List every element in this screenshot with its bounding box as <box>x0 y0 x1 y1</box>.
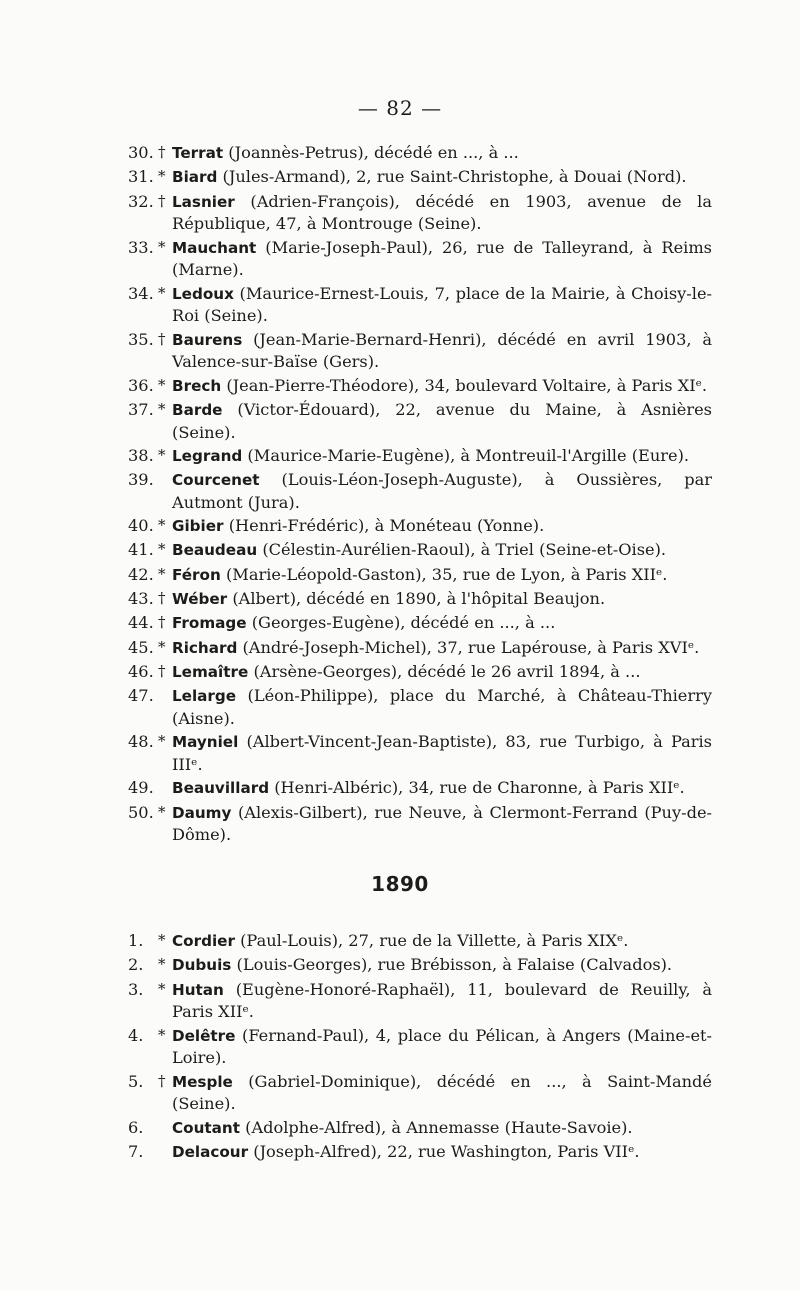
entry-number: 43. <box>128 589 154 609</box>
entry-name: Beaudeau <box>172 541 258 560</box>
entry-details: (Louis-Léon-Joseph-Auguste), à Oussières, par Autmont (Jura). <box>172 470 712 512</box>
entry-row <box>128 1117 712 1140</box>
entry-name: Barde <box>172 400 223 419</box>
entry-body <box>172 166 712 189</box>
entry-name: Baurens <box>172 330 243 349</box>
entry-number: 35. <box>128 329 154 349</box>
entry-body <box>172 469 712 513</box>
entry-row <box>128 731 712 775</box>
entry-row <box>128 283 712 327</box>
entry-row <box>128 539 712 562</box>
entry-row <box>128 637 712 660</box>
entry-body <box>172 237 712 281</box>
entry-name: Lasnier <box>172 192 235 211</box>
entry-mark: * <box>158 516 166 535</box>
entry-mark: * <box>158 564 166 583</box>
entry-details: (Jules-Armand), 2, rue Saint-Christophe, à Douai (Nord). <box>217 167 687 187</box>
entry-mark: * <box>158 445 166 464</box>
section-year-heading: 1890 <box>371 872 429 896</box>
entry-row <box>128 661 712 684</box>
entry-body <box>172 1025 712 1069</box>
entry-name: Ledoux <box>172 284 234 303</box>
entry-mark <box>158 685 172 729</box>
page-number: — 82 — <box>357 96 443 120</box>
entry-name: Gibier <box>172 517 224 536</box>
entry-details: (Joseph-Alfred), 22, rue Washington, Paris VIIᵉ. <box>248 1141 640 1161</box>
entry-details: (Alexis-Gilbert), rue Neuve, à Clermont-Ferrand (Puy-de-Dôme). <box>172 802 712 845</box>
entry-details: (Fernand-Paul), 4, place du Pélican, à Angers (Maine-et-Loire). <box>172 1025 712 1068</box>
entry-details: (Albert), décédé en 1890, à l'hôpital Beaujon. <box>227 589 606 609</box>
entry-mark: * <box>158 540 166 559</box>
entries-list-a <box>128 142 712 848</box>
entries-list-b <box>128 930 712 1165</box>
entry-number: 5. <box>128 1071 144 1091</box>
entry-body <box>172 142 712 165</box>
entry-name: Cordier <box>172 932 235 950</box>
entry-mark: † <box>158 661 166 680</box>
entry-number: 41. <box>128 540 154 560</box>
entry-row <box>128 954 712 977</box>
entry-details: (Paul-Louis), 27, rue de la Villette, à Paris XIXᵉ. <box>234 931 629 950</box>
entry-body <box>172 564 712 587</box>
entry-row <box>128 777 712 800</box>
entry-number: 49. <box>128 778 154 798</box>
entry-row <box>128 469 712 513</box>
entry-details: (Marie-Léopold-Gaston), 35, rue de Lyon, à Paris XIIᵉ. <box>220 564 668 584</box>
entry-body <box>172 930 712 953</box>
entry-mark: * <box>158 1025 166 1044</box>
entry-mark: * <box>158 399 166 418</box>
entry-number: 39. <box>128 470 154 490</box>
entry-mark: * <box>158 375 166 394</box>
entry-details: (André-Joseph-Michel), 37, rue Lapérouse, à Paris XVIᵉ. <box>237 637 700 657</box>
entry-number: 47. <box>128 686 154 706</box>
entry-mark <box>158 777 172 800</box>
entry-name: Wéber <box>172 590 228 609</box>
entry-mark: * <box>158 167 166 186</box>
entry-row <box>128 329 712 373</box>
entry-name: Mesple <box>172 1072 233 1091</box>
entry-row <box>128 588 712 611</box>
entry-row <box>128 1025 712 1069</box>
entry-mark <box>158 1141 172 1164</box>
entry-details: (Eugène-Honoré-Raphaël), 11, boulevard de Reuilly, à Paris XIIᵉ. <box>172 979 712 1022</box>
entry-details: (Joannès-Petrus), décédé en ..., à ... <box>223 143 519 162</box>
entry-body <box>172 731 712 775</box>
entry-body <box>172 1141 712 1164</box>
entry-name: Delêtre <box>172 1026 236 1045</box>
entry-number: 31. <box>128 167 154 187</box>
entry-name: Lemaître <box>172 662 249 681</box>
entry-body <box>172 637 712 660</box>
entry-mark: † <box>158 329 166 348</box>
entry-name: Beauvillard <box>172 779 270 798</box>
entry-mark <box>158 469 172 513</box>
entry-body <box>172 802 712 846</box>
entry-body <box>172 1071 712 1115</box>
entry-row <box>128 802 712 846</box>
entry-body <box>172 954 712 977</box>
entry-body <box>172 777 712 800</box>
entry-name: Mayniel <box>172 733 239 752</box>
entry-body <box>172 399 712 443</box>
entry-details: (Marie-Joseph-Paul), 26, rue de Talleyrand, à Reims (Marne). <box>172 237 712 280</box>
entry-row <box>128 930 712 953</box>
entry-mark: * <box>158 732 166 751</box>
entry-mark: † <box>158 191 166 210</box>
entry-name: Biard <box>172 168 218 187</box>
entry-body <box>172 1117 712 1140</box>
entry-row <box>128 685 712 729</box>
entry-body <box>172 612 712 635</box>
entry-name: Delacour <box>172 1142 249 1161</box>
entry-body <box>172 539 712 562</box>
entry-number: 50. <box>128 802 154 822</box>
entry-mark: * <box>158 237 166 256</box>
entry-number: 40. <box>128 516 154 536</box>
entry-number: 1. <box>128 931 144 950</box>
entry-row <box>128 612 712 635</box>
entry-mark: † <box>158 613 166 632</box>
entry-body <box>172 515 712 538</box>
entry-row <box>128 445 712 468</box>
entry-number: 2. <box>128 955 144 975</box>
entry-mark: * <box>158 931 166 949</box>
entry-row <box>128 1071 712 1115</box>
entry-mark: * <box>158 979 166 998</box>
entry-name: Richard <box>172 638 238 657</box>
entry-details: (Adolphe-Alfred), à Annemasse (Haute-Savoie). <box>239 1117 633 1137</box>
entry-details: (Arsène-Georges), décédé le 26 avril 1894, à ... <box>248 661 641 681</box>
entry-name: Brech <box>172 376 222 395</box>
entry-name: Lelarge <box>172 687 237 706</box>
entry-name: Courcenet <box>172 471 260 490</box>
entry-number: 44. <box>128 613 154 633</box>
entry-row <box>128 375 712 398</box>
entry-name: Daumy <box>172 803 232 822</box>
entry-number: 33. <box>128 237 154 257</box>
entry-details: (Léon-Philippe), place du Marché, à Château-Thierry (Aisne). <box>172 686 712 728</box>
entry-details: (Albert-Vincent-Jean-Baptiste), 83, rue Turbigo, à Paris IIIᵉ. <box>172 732 712 774</box>
entry-details: (Victor-Édouard), 22, avenue du Maine, à Asnières (Seine). <box>172 399 712 442</box>
entry-body <box>172 979 712 1023</box>
entry-mark <box>158 1117 172 1140</box>
entry-number: 34. <box>128 283 154 303</box>
entry-body <box>172 661 712 684</box>
entry-number: 42. <box>128 564 154 584</box>
entry-mark: * <box>158 802 166 821</box>
entry-row <box>128 142 712 165</box>
entry-name: Dubuis <box>172 956 232 975</box>
entry-row <box>128 399 712 443</box>
entry-body <box>172 375 712 398</box>
entry-name: Terrat <box>172 144 224 162</box>
entry-name: Hutan <box>172 980 224 999</box>
entry-details: (Maurice-Marie-Eugène), à Montreuil-l'Argille (Eure). <box>242 445 690 465</box>
entry-details: (Henri-Frédéric), à Monéteau (Yonne). <box>223 516 545 536</box>
entry-row <box>128 515 712 538</box>
entry-mark: † <box>158 1071 166 1090</box>
entry-number: 4. <box>128 1025 144 1045</box>
entry-mark: † <box>158 589 166 608</box>
entry-number: 7. <box>128 1141 144 1161</box>
entry-body <box>172 588 712 611</box>
entry-row <box>128 979 712 1023</box>
entry-mark: * <box>158 283 166 302</box>
entry-number: 38. <box>128 445 154 465</box>
entry-row <box>128 1141 712 1164</box>
entry-mark: † <box>158 143 166 161</box>
entry-number: 46. <box>128 661 154 681</box>
entry-details: (Georges-Eugène), décédé en ..., à ... <box>246 613 556 633</box>
entry-body <box>172 445 712 468</box>
entry-name: Legrand <box>172 446 243 465</box>
entry-row <box>128 166 712 189</box>
entry-mark: * <box>158 637 166 656</box>
entry-details: (Gabriel-Dominique), décédé en ..., à Saint-Mandé (Seine). <box>172 1071 712 1114</box>
entry-name: Fromage <box>172 614 247 633</box>
entry-details: (Henri-Albéric), 34, rue de Charonne, à Paris XIIᵉ. <box>269 778 685 798</box>
entry-details: (Célestin-Aurélien-Raoul), à Triel (Seine-et-Oise). <box>257 540 667 560</box>
entry-number: 48. <box>128 732 154 752</box>
entry-number: 45. <box>128 637 154 657</box>
entry-number: 30. <box>128 143 154 162</box>
entry-body <box>172 283 712 327</box>
entry-details: (Louis-Georges), rue Brébisson, à Falaise (Calvados). <box>231 955 673 975</box>
entry-details: (Jean-Pierre-Théodore), 34, boulevard Voltaire, à Paris XIᵉ. <box>221 375 708 395</box>
entry-body <box>172 329 712 373</box>
entry-row <box>128 564 712 587</box>
entry-details: (Jean-Marie-Bernard-Henri), décédé en avril 1903, à Valence-sur-Baïse (Gers). <box>172 329 712 372</box>
entry-details: (Adrien-François), décédé en 1903, avenue de la République, 47, à Montrouge (Seine). <box>172 191 712 234</box>
entry-number: 32. <box>128 191 154 211</box>
entry-mark: * <box>158 955 166 974</box>
entry-name: Coutant <box>172 1118 240 1137</box>
entry-number: 36. <box>128 375 154 395</box>
entry-details: (Maurice-Ernest-Louis, 7, place de la Mairie, à Choisy-le-Roi (Seine). <box>172 283 712 326</box>
entry-body <box>172 191 712 235</box>
entry-row <box>128 237 712 281</box>
entry-name: Mauchant <box>172 238 257 257</box>
entry-body <box>172 685 712 729</box>
entry-row <box>128 191 712 235</box>
entry-number: 6. <box>128 1117 144 1137</box>
entry-number: 37. <box>128 399 154 419</box>
entry-number: 3. <box>128 979 144 999</box>
entry-name: Féron <box>172 565 221 584</box>
